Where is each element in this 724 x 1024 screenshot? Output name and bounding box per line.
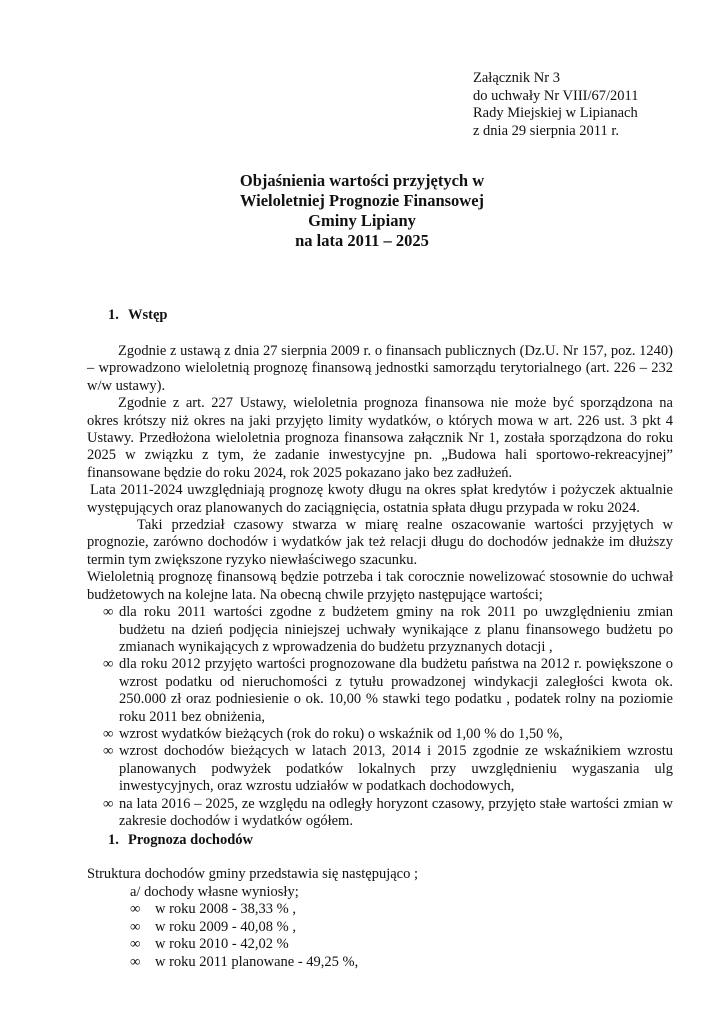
list-item bbox=[130, 954, 358, 971]
title-line: Gminy Lipiany bbox=[308, 211, 416, 230]
list-item bbox=[87, 743, 673, 795]
list-item-text: dla roku 2012 przyjęto wartości prognozowane dla budżetu państwa na 2012 r. powiększone o wzrost podatku od nieruchomości z tytułu prowadzonej windykacji zaległości kwota ok. 250.000 zł oraz podniesienie o ok. 10,00 % stawki tego podatku , podatek rolny na poziomie roku 2011 bez obniżenia, bbox=[119, 656, 673, 725]
infinity-bullet-icon: ∞ bbox=[103, 795, 114, 812]
paragraph: Wieloletnią prognozę finansową będzie potrzeba i tak corocznie nowelizować stosownie do uchwał budżetowych na kolejne lata. Na obecną chwile przyjęto następujące wartości; bbox=[87, 569, 673, 603]
title-line: na lata 2011 – 2025 bbox=[295, 231, 429, 250]
list-item bbox=[130, 936, 358, 953]
infinity-bullet-icon: ∞ bbox=[130, 953, 141, 970]
paragraph: Zgodnie z art. 227 Ustawy, wieloletnia prognoza finansowa nie może być sporządzona na okres krótszy niż okres na jaki przyjęto limity wydatków, o których mowa w art. 226 ust. 3 pkt 4 Ustawy. Przedłożona wieloletnia prognoza finansowa załącznik Nr 1, została sporządzona do roku 2025 w związku z tym, że zadanie inwestycyjne pn. „Budowa hali sportowo-rekreacyjnej” finansowane będzie do roku 2024, rok 2025 pokazano jako bez zadłużeń. bbox=[87, 395, 673, 481]
paragraph: Lata 2011-2024 uwzględniają prognozę kwoty długu na okres spłat kredytów i pożyczek aktualnie występujących oraz planowanych do zaciągnięcia, ostatnia spłata długu przypada w roku 2024. bbox=[87, 482, 673, 516]
list-item bbox=[87, 726, 673, 743]
list-item-text: wzrost dochodów bieżących w latach 2013, 2014 i 2015 zgodnie ze wskaźnikiem wzrostu planowanych podwyżek podatków lokalnych przy uwzględnieniu wygaszania ulg inwestycyjnych, oraz wzrostu udziałów w podatkach dochodowych, bbox=[119, 743, 673, 795]
section-heading-intro bbox=[108, 307, 167, 324]
paragraph: Struktura dochodów gminy przedstawia się następująco ; bbox=[87, 866, 419, 882]
annex-line: Załącznik Nr 3 bbox=[473, 70, 560, 86]
list-item bbox=[130, 901, 358, 918]
infinity-bullet-icon: ∞ bbox=[130, 936, 141, 953]
infinity-bullet-icon: ∞ bbox=[103, 604, 114, 621]
infinity-bullet-icon: ∞ bbox=[103, 743, 114, 760]
infinity-bullet-icon: ∞ bbox=[103, 656, 114, 673]
list-subheading: a/ dochody własne wyniosły; bbox=[130, 884, 299, 900]
annex-header bbox=[473, 70, 639, 140]
paragraph: Taki przedział czasowy stwarza w miarę realne oszacowanie wartości przyjętych w prognozie, zarówno dochodów i wydatków jak też relacji długu do dochodów jednakże im dłuższy termin tym zwiększone ryzyko niewłaściwego szacunku. bbox=[87, 517, 673, 568]
list-item bbox=[87, 604, 673, 656]
annex-line: Rady Miejskiej w Lipianach bbox=[473, 105, 638, 121]
income-list bbox=[130, 884, 358, 971]
list-item-text: w roku 2010 - 42,02 % bbox=[155, 936, 289, 953]
list-item-text: w roku 2011 planowane - 49,25 %, bbox=[155, 953, 359, 970]
annex-line: do uchwały Nr VIII/67/2011 bbox=[473, 87, 639, 104]
infinity-bullet-icon: ∞ bbox=[130, 901, 141, 918]
list-item bbox=[87, 796, 673, 831]
list-item-text: w roku 2009 - 40,08 % , bbox=[155, 918, 296, 935]
infinity-bullet-icon: ∞ bbox=[103, 725, 114, 742]
infinity-bullet-icon: ∞ bbox=[130, 918, 141, 935]
section-number: 1. bbox=[108, 832, 119, 848]
list-item bbox=[87, 656, 673, 726]
title-line: Objaśnienia wartości przyjętych w bbox=[239, 171, 485, 190]
intro-body bbox=[87, 343, 673, 830]
section-heading-income bbox=[108, 832, 253, 849]
list-item-text: dla roku 2011 wartości zgodne z budżetem gminy na rok 2011 po uwzględnieniu zmian budżetu na dzień podjęcia niniejszej uchwały wynikające z planu finansowego budżetu po zmianach wynikających z wprowadzenia do budżetu przyznanych dotacji , bbox=[119, 604, 673, 655]
list-item-text: w roku 2008 - 38,33 % , bbox=[155, 901, 296, 918]
structure-intro bbox=[87, 866, 673, 883]
section-number: 1. bbox=[108, 307, 119, 323]
paragraph: Zgodnie z ustawą z dnia 27 sierpnia 2009 r. o finansach publicznych (Dz.U. Nr 157, poz. 1240) – wprowadzono wieloletnią prognozę finansową jednostki samorządu terytorialnego (art. 226 – 232 w/w ustawy). bbox=[87, 343, 673, 394]
list-item-text: na lata 2016 – 2025, ze względu na odległy horyzont czasowy, przyjęto stałe wartości zmian w zakresie dochodów i wydatków ogółem. bbox=[119, 795, 673, 829]
annex-line: z dnia 29 sierpnia 2011 r. bbox=[473, 122, 620, 139]
list-item-text: wzrost wydatków bieżących (rok do roku) o wskaźnik od 1,00 % do 1,50 %, bbox=[119, 725, 563, 742]
list-item bbox=[130, 919, 358, 936]
title-line: Wieloletniej Prognozie Finansowej bbox=[239, 191, 485, 210]
section-title: Wstęp bbox=[128, 307, 168, 323]
document-title bbox=[0, 171, 724, 251]
section-title: Prognoza dochodów bbox=[128, 832, 254, 848]
